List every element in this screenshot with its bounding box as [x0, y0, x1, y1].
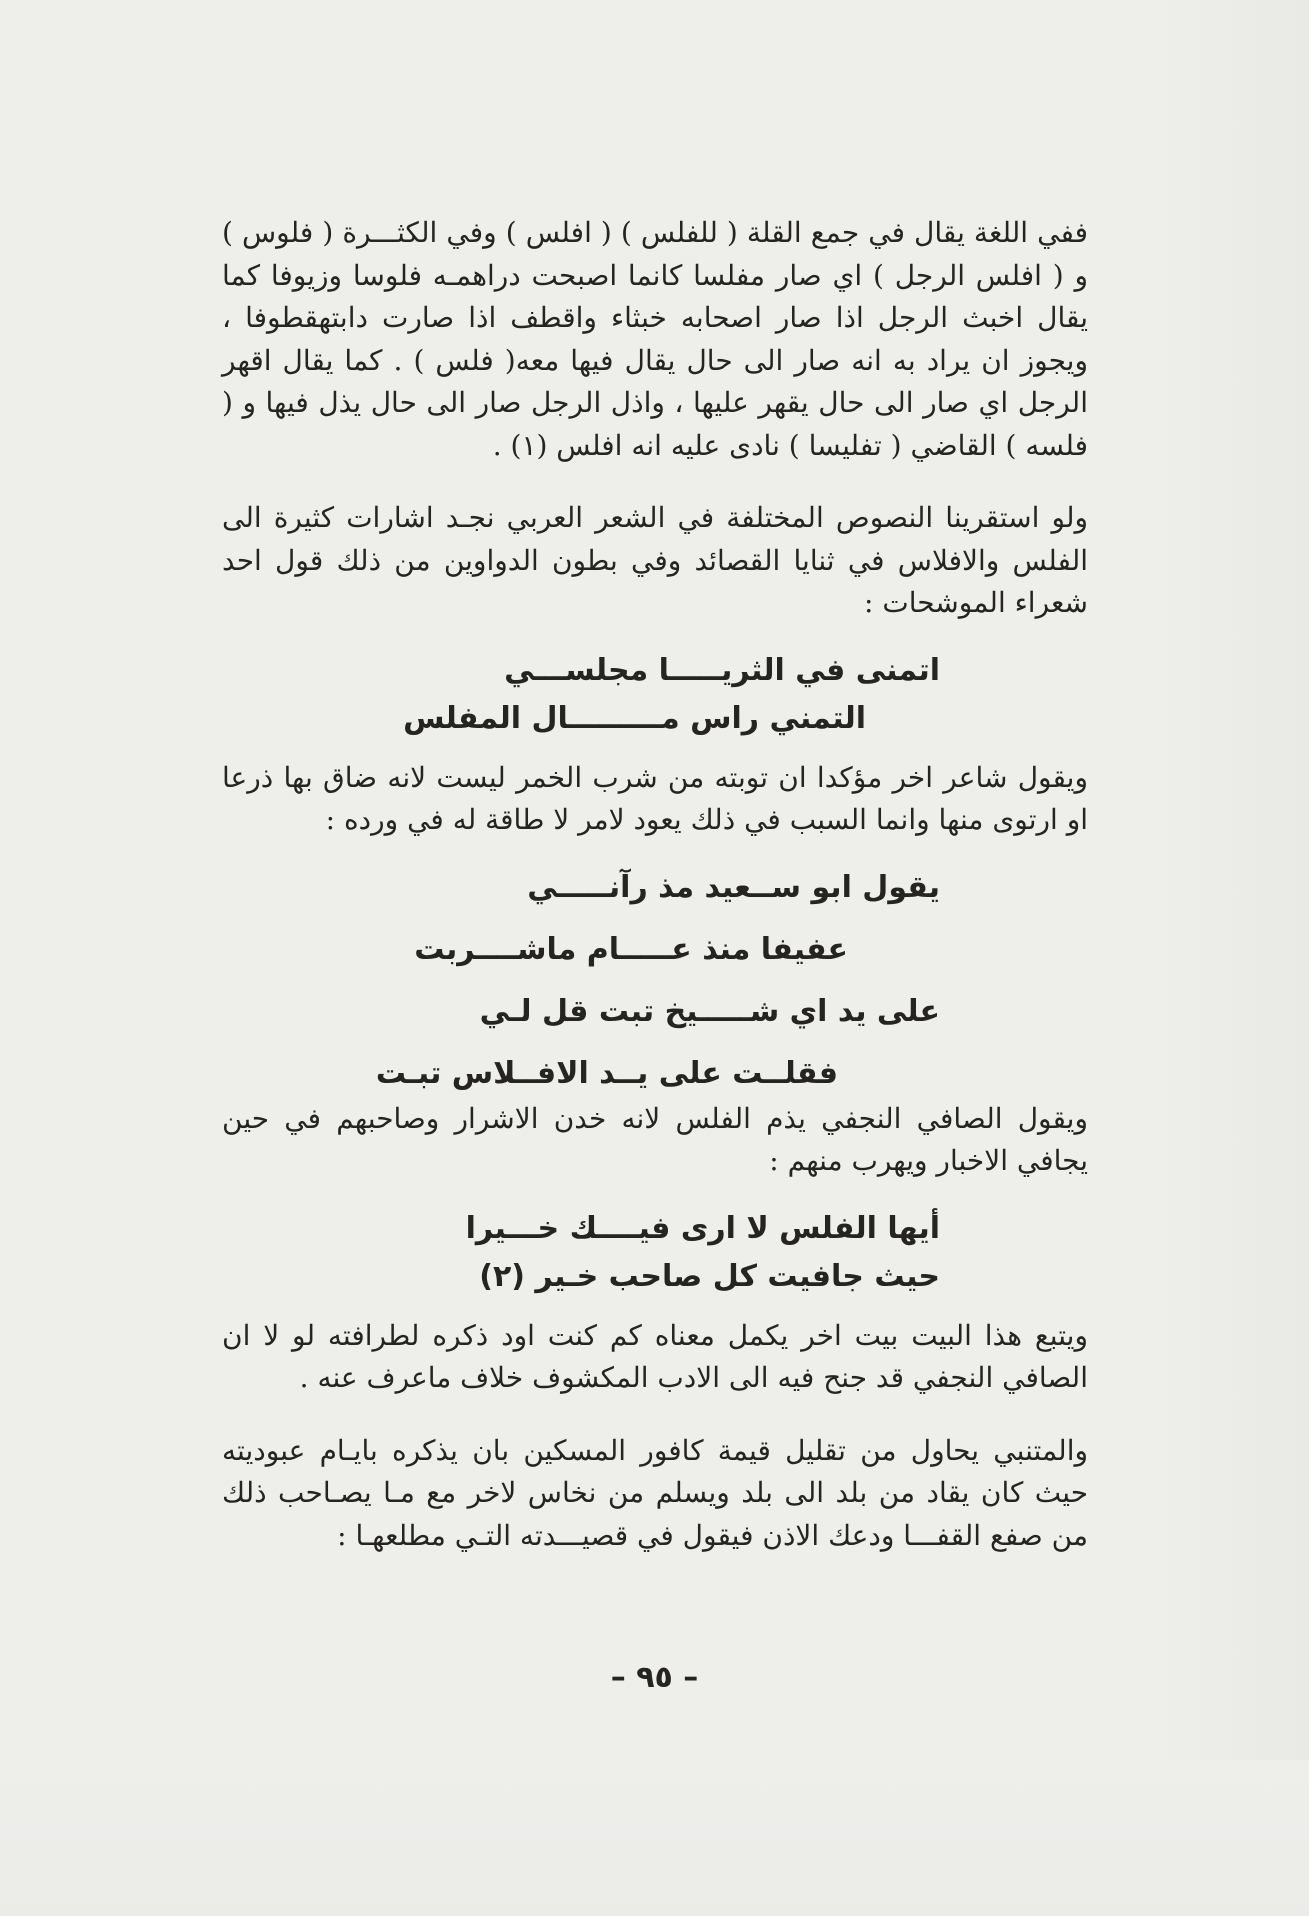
verse-safi-line-2: حيث جافيت كل صاحب خـير (٢) — [479, 1258, 940, 1294]
paragraph-second-poet: ويقول شاعر اخر مؤكدا ان توبته من شرب الخمر ليست لانه ضاق بها ذرعا او ارتوى منها وانما السبب في ذلك يعود لامر لا طاقة له في ورده : — [222, 760, 1088, 836]
verse-abu-said-line-1: يقول ابو ســعيد مذ رآنـــــي — [527, 869, 940, 905]
page-number: – ٩٥ – — [610, 1660, 699, 1695]
paragraph-follow-up: ويتبع هذا البيت بيت اخر يكمل معناه كم كنت اود ذكره لطرافته لو لا ان الصافي النجفي قد جنح فيه الى الادب المكشوف خلاف ماعرف عنه . — [222, 1318, 1088, 1394]
verse-safi-line-1: أيها الفلس لا ارى فيــــك خـــيرا — [465, 1210, 940, 1246]
paragraph-mutanabbi: والمتنبي يحاول من تقليل قيمة كافور المسكين بان يذكره بايـام عبوديته حيث كان يقاد من بلد الى بلد ويسلم من نخاس لاخر مع مـا يصـاحب ذلك من صفع القفـــا ودعك الاذن فيقول في قصيـــدته التـي مطلعهـا : — [222, 1433, 1088, 1552]
paragraph-poetry-intro: ولو استقرينا النصوص المختلفة في الشعر العربي نجـد اشارات كثيرة الى الفلس والافلاس في ثنايا القصائد وفي بطون الدواوين من ذلك قول احد شعراء الموشحات : — [222, 501, 1089, 619]
verse-abu-said-line-4: فقلــت على يــد الافــلاس تبـت — [375, 1055, 838, 1091]
scan-margin — [1148, 0, 1309, 1916]
paragraph-lexical-definition: ففي اللغة يقال في جمع القلة ( للفلس ) ( افلس ) وفي الكثـــرة ( فلوس ) و ( افلس الرجل ) اي صار مفلسا كانما اصبحت دراهمـه فلوسا وزيوفا كما يقال اخبث الرجل اذا صار اصحابه خبثاء واقطف اذا صارت دابتهقطوفا ، ويجوز ان يراد به انه صار الى حال يقال فيها معه( فلس ) . كما يقال اقهر الرجل اي صار الى حال يقهر عليها ، واذل الرجل صار الى حال يذل فيها و ( فلسه ) القاضي ( تفليسا ) نادى عليه انه افلس (١) . — [222, 216, 1088, 462]
verse-abu-said-line-2: عفيفا منذ عـــــام ماشــــربت — [414, 931, 848, 967]
verse-muwashshah-line-1: اتمنى في الثريـــــا مجلســـي — [504, 652, 940, 688]
verse-muwashshah-line-2: التمني راس مـــــــــال المفلس — [403, 700, 866, 736]
page-body — [222, 212, 1088, 1557]
verse-abu-said-line-3: على يد اي شـــــيخ تبت قل لـي — [479, 993, 940, 1029]
paragraph-safi-najafi: ويقول الصافي النجفي يذم الفلس لانه خدن الاشرار وصاحبهم في حين يجافي الاخبار ويهرب منهم : — [222, 1101, 1088, 1177]
scan-bottom-shade — [0, 1760, 1309, 1916]
